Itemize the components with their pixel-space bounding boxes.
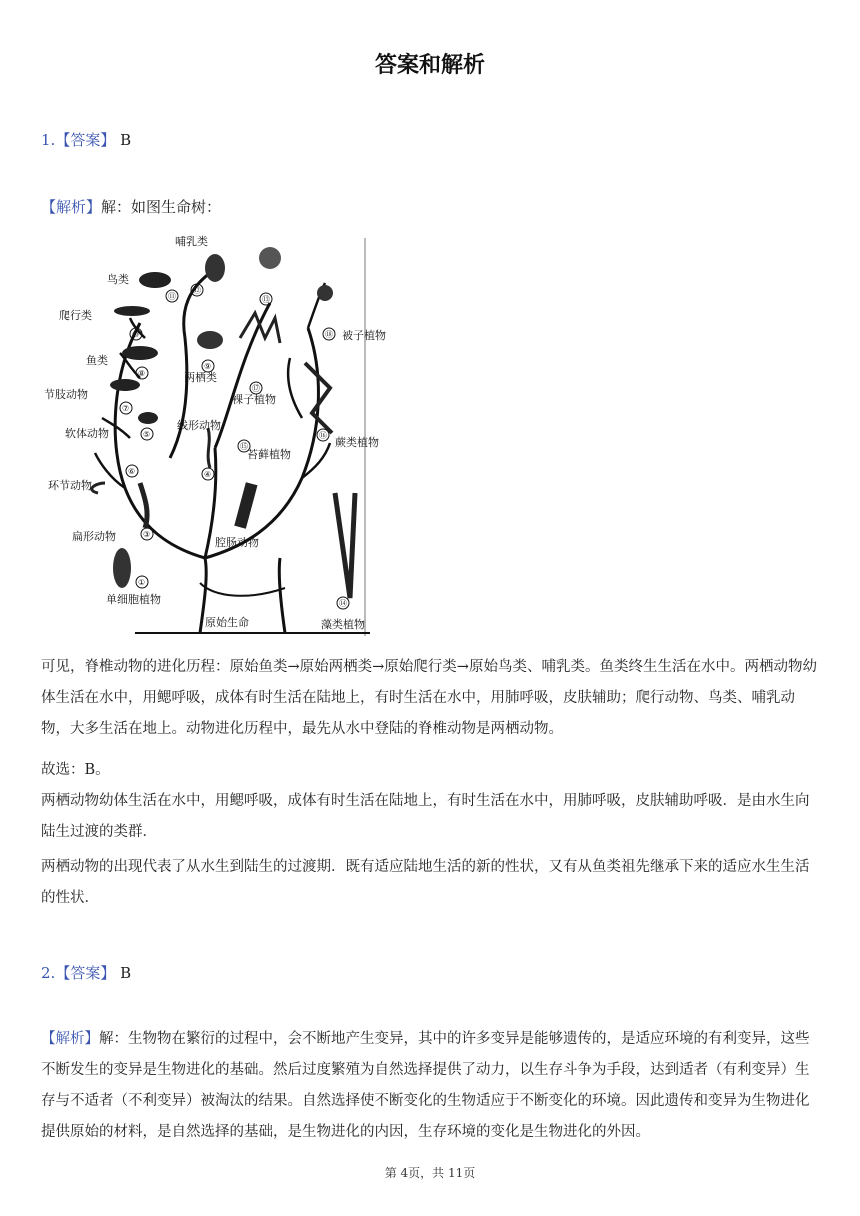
node-number: ④ [204,470,212,479]
label-reptile: 爬行类 [59,309,92,322]
node-number: ⑪ [168,292,176,301]
label-fern: 蕨类植物 [335,436,379,449]
q1-paragraph: 两栖动物的出现代表了从水生到陆生的过渡期．既有适应陆地生活的新的性状，又有从鱼类祖先继承下来的适应水生生活的性状． [41,859,810,906]
node-number: ⑱ [325,330,333,339]
base-label: 原始生命 [205,616,249,629]
q1-paragraph: 可见，脊椎动物的进化历程：原始鱼类→原始两栖类→原始爬行类→原始鸟类、哺乳类。鱼类终生生活在水中。两栖动物幼体生活在水中，用鳃呼吸，成体有时生活在陆地上，有时生活在水中，用肺呼吸，皮肤辅助；爬行动物、鸟类、哺乳动物，大多生活在地上。动物进化历程中，最先从水中登陆的脊椎动物是两栖动物。 [41,659,817,737]
q2-answer-line [41,962,131,983]
q1-answer: B [120,131,132,149]
node-number: ⑫ [193,286,201,295]
label-bird: 鸟类 [107,273,129,286]
label-nematode: 线形动物 [177,419,221,432]
q1-answer-tag: 【答案】 [55,131,116,149]
node-number: ⑧ [138,369,146,378]
node-number: ⑬ [262,295,270,304]
q2-analysis-tag: 【解析】 [41,1031,99,1047]
label-flatworm: 扁形动物 [72,530,116,543]
label-protist: 单细胞植物 [106,593,161,606]
label-mollusk: 软体动物 [65,427,109,440]
tree-of-life-figure [40,228,410,643]
node-number: ⑥ [128,467,136,476]
label-angiosperm: 被子植物 [342,329,386,342]
q1-choice: 故选：B。 [41,762,110,778]
node-number: ⑮ [240,442,248,451]
label-annelid: 环节动物 [48,479,92,492]
label-amphibian: 两栖类 [184,371,217,384]
node-number: ⑭ [339,599,347,608]
label-cnidarian: 腔肠动物 [215,536,259,549]
q2-number: 2. [41,964,56,982]
q2-answer: B [120,964,132,982]
tree-of-life-svg [40,228,410,643]
label-mammal: 哺乳类 [175,235,208,248]
q1-paragraph: 两栖动物幼体生活在水中，用鳃呼吸，成体有时生活在陆地上，有时生活在水中，用肺呼吸，皮肤辅助呼吸．是由水生向陆生过渡的类群． [41,793,810,840]
q1-number: 1. [41,131,56,149]
page-footer: 第 4页，共 11页 [384,1166,476,1180]
node-number: ⑦ [122,404,130,413]
node-number: ⑰ [252,384,260,393]
label-moss: 苔藓植物 [247,448,291,461]
q2-analysis-text: 解：生物物在繁衍的过程中，会不断地产生变异，其中的许多变异是能够遗传的，是适应环境的有利变异，这些不断发生的变异是生物进化的基础。然后过度繁殖为自然选择提供了动力，以生存斗争为手段，达到适者（有利变异）生存与不适者（不利变异）被淘汰的结果。自然选择使不断变化的生物适应于不断变化的环境。因此遗传和变异为生物进化提供原始的材料，是自然选择的基础，是生物进化的内因，生存环境的变化是生物进化的外因。 [41,1031,810,1140]
node-number: ③ [143,530,151,539]
node-number: ① [138,578,146,587]
page-title: 答案和解析 [374,53,485,78]
q1-analysis-line [41,196,221,217]
q1-answer-line [41,129,131,150]
q1-analysis-tag: 【解析】 [41,198,102,216]
node-number: ⑩ [132,330,140,339]
label-gymnosperm: 裸子植物 [232,393,276,406]
q2-answer-tag: 【答案】 [55,964,116,982]
q2-analysis [41,1024,821,1148]
label-fish: 鱼类 [86,354,108,367]
node-number: ⑤ [143,430,151,439]
q1-analysis-intro: 解：如图生命树： [101,198,222,216]
label-arthropod: 节肢动物 [44,388,88,401]
node-number: ⑯ [319,431,327,440]
node-number: ⑨ [204,362,212,371]
label-algae: 藻类植物 [321,618,365,631]
